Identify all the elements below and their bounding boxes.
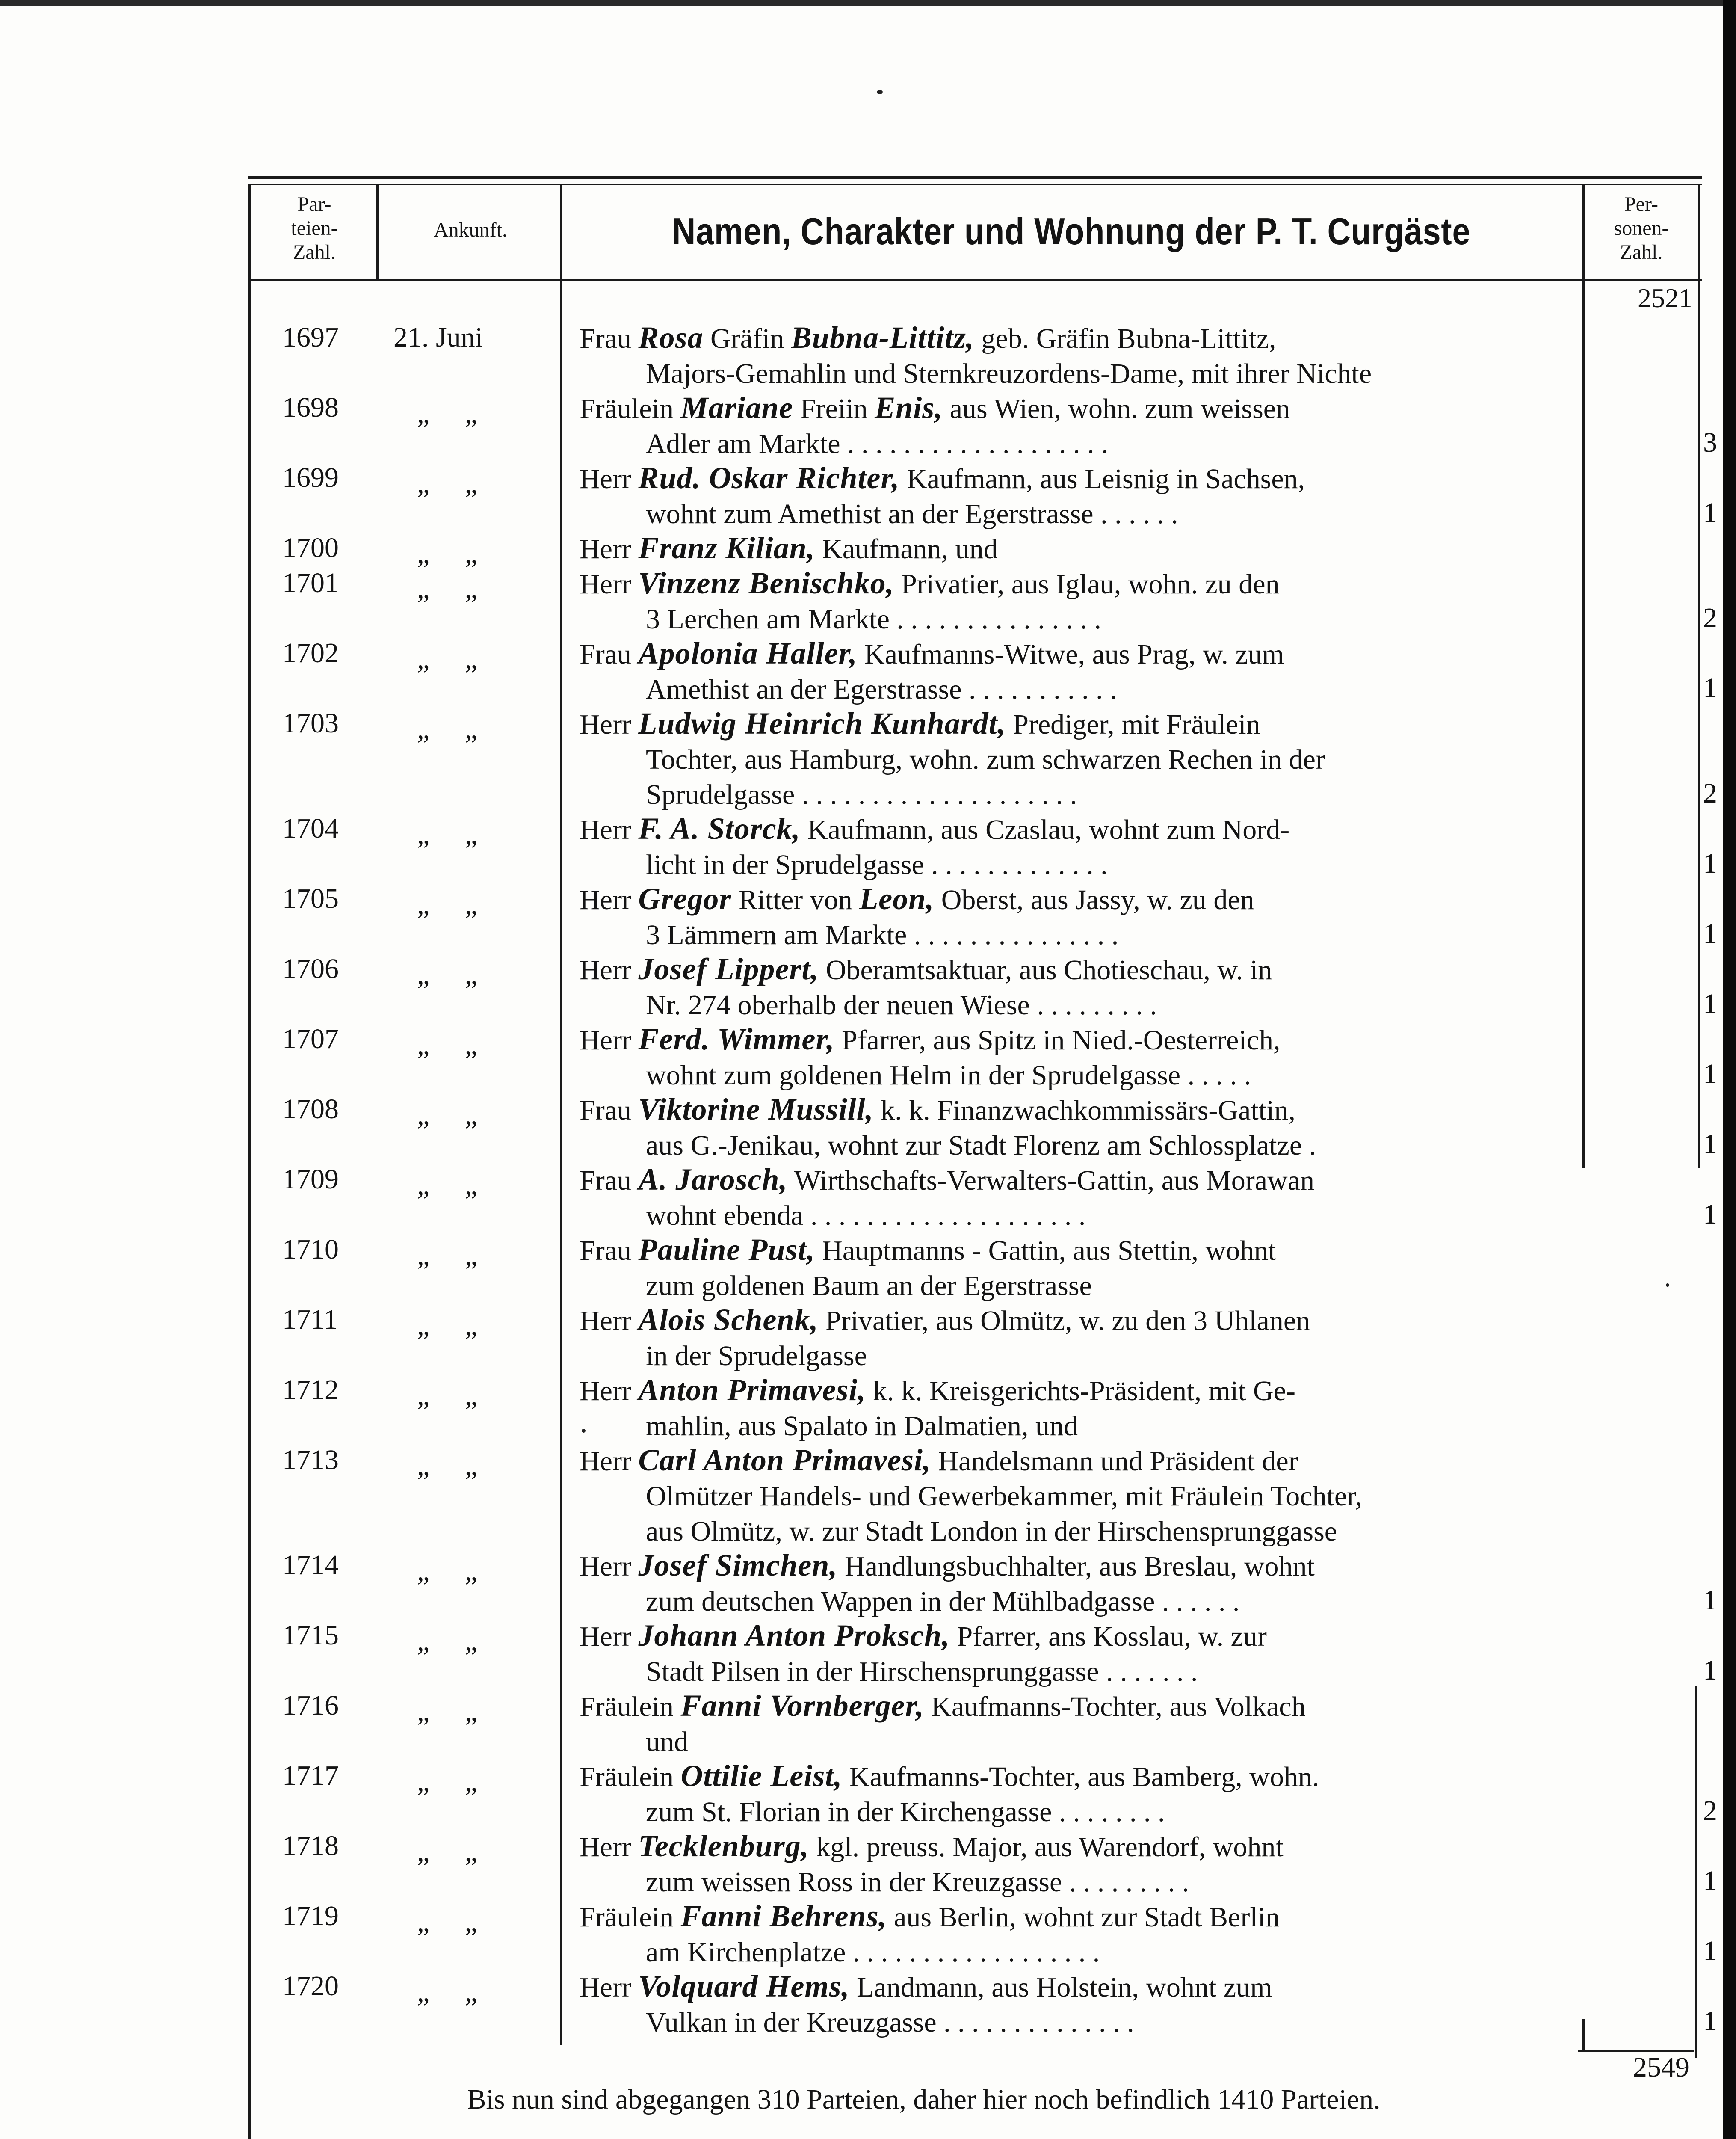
entry-arrival: „ „ (417, 1380, 478, 1411)
entry-line (580, 1409, 1576, 1444)
entry-text: Vulkan in der Kreuzgasse . . . . . . . . . . . . . . (646, 2007, 1134, 2038)
entry-text: Handelsmann und Präsident der (931, 1446, 1298, 1477)
entry-line (580, 636, 1576, 672)
entry-description (580, 1372, 1576, 1444)
entry-person-count: 1 (1703, 1865, 1717, 1896)
entry-arrival: „ „ (417, 1976, 478, 2008)
entry-text: Herr (580, 533, 639, 565)
entry-person-count: 1 (1703, 1585, 1717, 1616)
entry-text: Stadt Pilsen in der Hirschensprunggasse . . . . . . . (646, 1656, 1198, 1687)
entry-line (580, 1935, 1576, 1970)
guest-name: Ottilie Leist, (680, 1759, 843, 1793)
entry-line (580, 1688, 1576, 1724)
entry-text: Herr (580, 1831, 639, 1863)
top-double-rule-a (248, 176, 1702, 179)
guest-name: Franz Kilian, (638, 531, 815, 565)
entry-line (580, 672, 1576, 707)
entry-text: aus Wien, wohn. zum weissen (943, 393, 1290, 424)
personen-divider (1582, 184, 1585, 1168)
entry-number: 1716 (282, 1690, 339, 1721)
entry-number: 1718 (282, 1830, 339, 1861)
guest-name: Rud. Oskar Richter, (638, 461, 900, 495)
entry-arrival: „ „ (417, 714, 478, 745)
header-personen-line3: Zahl. (1620, 241, 1663, 264)
entry-line (580, 1618, 1576, 1654)
guest-name: Pauline Pust, (638, 1232, 815, 1267)
guest-name: Carl Anton Primavesi, (638, 1443, 931, 1477)
entry-description (580, 1022, 1576, 1093)
entry-text: Frau (580, 1165, 639, 1196)
entry-person-count: 2 (1703, 1795, 1717, 1826)
final-total: 2549 (1633, 2052, 1689, 2083)
header-personen-line1: Per- (1624, 193, 1658, 216)
guest-name: Enis, (875, 391, 943, 425)
entry-line (580, 951, 1576, 988)
entry-description (580, 1828, 1576, 1900)
entry-description (580, 390, 1576, 462)
personen-divider-lower (1582, 2019, 1585, 2051)
entry-text: Fräulein (580, 1691, 681, 1722)
entry-text: Frau (580, 1095, 639, 1126)
entry-arrival: „ „ (417, 643, 478, 675)
entry-arrival: „ „ (417, 573, 478, 604)
entry-text: Fräulein (580, 1902, 681, 1933)
entry-arrival: „ „ (417, 1555, 478, 1587)
entry-line (580, 427, 1576, 462)
entry-text: Herr (580, 1375, 639, 1407)
guest-name: Apolonia Haller, (638, 636, 858, 670)
entry-text: Kaufmann, aus Leisnig in Sachsen, (899, 463, 1305, 495)
guest-name: Anton Primavesi, (638, 1373, 866, 1407)
entry-description (580, 811, 1576, 883)
entry-arrival: „ „ (417, 398, 478, 429)
entry-number: 1706 (282, 953, 339, 984)
entry-text: wohnt zum goldenen Helm in der Sprudelgasse . . . . . (646, 1060, 1251, 1091)
entry-person-count: 1 (1703, 673, 1717, 704)
guest-name: F. A. Storck, (638, 812, 801, 846)
entry-number: 1713 (282, 1444, 339, 1475)
guest-name: A. Jarosch, (638, 1162, 788, 1197)
entry-text: Herr (580, 709, 639, 740)
entry-number: 1709 (282, 1164, 339, 1195)
guest-name: Bubna-Littitz, (791, 320, 974, 355)
entry-line (580, 777, 1576, 812)
top-double-rule-b (248, 184, 1702, 185)
entry-text: Oberamtsaktuar, aus Chotieschau, w. in (819, 954, 1272, 986)
entry-arrival: „ „ (417, 1696, 478, 1727)
entry-description (580, 1618, 1576, 1689)
entry-person-count: 1 (1703, 1935, 1717, 1967)
entry-text: Herr (580, 1551, 639, 1582)
entry-line (580, 390, 1576, 427)
entry-number: 1708 (282, 1093, 339, 1125)
entry-text: Herr (580, 1025, 639, 1056)
entry-description (580, 460, 1576, 532)
entry-number: 1699 (282, 462, 339, 493)
footer-summary: Bis nun sind abgegangen 310 Parteien, daher hier noch befindlich 1410 Parteien. (467, 2084, 1381, 2115)
entry-number: 1704 (282, 813, 339, 844)
entry-text: Frau (580, 323, 639, 354)
entry-text: zum weissen Ross in der Kreuzgasse . . . . . . . . . (646, 1866, 1189, 1898)
entry-arrival: 21. Juni (393, 322, 483, 353)
entry-person-count: 1 (1703, 1058, 1717, 1090)
entry-text: Tochter, aus Hamburg, wohn. zum schwarzen Rechen in der (646, 744, 1325, 775)
guest-name: Mariane (680, 391, 793, 425)
left-outer-rule (248, 184, 251, 2139)
entry-person-count: 2 (1703, 778, 1717, 809)
entry-text: Pfarrer, aus Spitz in Nied.-Oesterreich, (834, 1025, 1281, 1056)
entry-number: 1702 (282, 637, 339, 669)
entry-number: 1714 (282, 1549, 339, 1581)
scan-right-edge (1723, 0, 1736, 2139)
entry-text: Privatier, aus Olmütz, w. zu den 3 Uhlanen (818, 1305, 1310, 1336)
entry-text: Hauptmanns - Gattin, aus Stettin, wohnt (815, 1235, 1276, 1266)
entry-line (580, 1339, 1576, 1374)
entry-arrival: „ „ (417, 959, 478, 990)
entry-text: Oberst, aus Jassy, w. zu den (934, 884, 1254, 915)
entry-line (580, 460, 1576, 497)
entry-text: Herr (580, 884, 639, 915)
entry-text: in der Sprudelgasse (646, 1340, 867, 1372)
entry-text: zum St. Florian in der Kirchengasse . . . . . . . . (646, 1796, 1165, 1828)
entry-line (580, 706, 1576, 742)
entry-description (580, 1443, 1576, 1549)
entry-person-count: 1 (1703, 1655, 1717, 1686)
guest-name: Josef Lippert, (638, 952, 819, 986)
entry-description (580, 1302, 1576, 1374)
entry-line (580, 2005, 1576, 2040)
entry-arrival: „ „ (417, 1170, 478, 1201)
header-parteien-line2: teien- (291, 217, 338, 240)
entry-person-count: 1 (1703, 918, 1717, 949)
entry-text: kgl. preuss. Major, aus Warendorf, wohnt (809, 1831, 1284, 1863)
entry-text: Herr (580, 463, 639, 495)
entry-arrival: „ „ (417, 1099, 478, 1131)
entry-text: Ritter von (731, 884, 860, 915)
guest-name: Josef Simchen, (638, 1548, 838, 1582)
entry-text: Frau (580, 1235, 639, 1266)
entry-line (580, 1758, 1576, 1795)
entry-description (580, 1548, 1576, 1619)
entry-text: Handlungsbuchhalter, aus Breslau, wohnt (837, 1551, 1315, 1582)
entry-line (580, 847, 1576, 883)
entry-line (580, 1058, 1576, 1093)
entry-line (580, 1899, 1576, 1935)
header-personen-line2: sonen- (1614, 217, 1669, 240)
entry-number: 1712 (282, 1374, 339, 1405)
entry-text: Adler am Markte . . . . . . . . . . . . . . . . . . . (646, 428, 1109, 459)
entry-arrival: „ „ (417, 538, 478, 569)
guest-name: Johann Anton Proksch, (638, 1618, 950, 1653)
entry-arrival: „ „ (417, 1029, 478, 1061)
guest-name: Gregor (638, 882, 732, 916)
entry-description (580, 706, 1576, 812)
entry-text: wohnt zum Amethist an der Egerstrasse . . . . . . (646, 498, 1178, 530)
entry-arrival: „ „ (417, 1836, 478, 1867)
header-parteien-line1: Par- (297, 193, 331, 216)
entry-text: aus Olmütz, w. zur Stadt London in der Hirschensprunggasse (646, 1516, 1337, 1547)
entry-description (580, 1688, 1576, 1760)
entry-text: Herr (580, 1305, 639, 1336)
entry-line (580, 1548, 1576, 1584)
entry-arrival: „ „ (417, 1240, 478, 1271)
entry-arrival: „ „ (417, 1906, 478, 1938)
entry-line (580, 742, 1576, 777)
entry-person-count: 1 (1703, 497, 1717, 528)
entry-description (580, 881, 1576, 953)
guest-name: Alois Schenk, (638, 1303, 819, 1337)
entry-line (580, 811, 1576, 847)
entry-description (580, 951, 1576, 1023)
entry-text: aus Berlin, wohnt zur Stadt Berlin (887, 1902, 1280, 1933)
entry-line (580, 1514, 1576, 1549)
entry-description (580, 1758, 1576, 1830)
entry-text: zum goldenen Baum an der Egerstrasse (646, 1270, 1092, 1301)
entry-arrival: „ „ (417, 1450, 478, 1481)
entry-number: 1700 (282, 532, 339, 563)
entry-text: am Kirchenplatze . . . . . . . . . . . . . . . . . . (646, 1937, 1100, 1968)
entry-text: Privatier, aus Iglau, wohn. zu den (894, 569, 1280, 600)
scan-top-edge (0, 0, 1736, 6)
entry-text: Herr (580, 1446, 639, 1477)
entry-text: licht in der Sprudelgasse . . . . . . . . . . . . . (646, 849, 1108, 880)
entry-text: Gräfin (703, 323, 791, 354)
entry-description (580, 636, 1576, 707)
header-parteien-line3: Zahl. (293, 241, 336, 264)
entry-number: 1705 (282, 883, 339, 914)
entry-text: und (646, 1726, 688, 1757)
guest-name: Vinzenz Benischko, (638, 566, 894, 600)
entry-line (580, 602, 1576, 637)
entry-number: 1703 (282, 708, 339, 739)
entry-line (580, 1092, 1576, 1128)
entry-line (580, 1584, 1576, 1619)
entry-line (580, 988, 1576, 1023)
entry-text: Herr (580, 814, 639, 845)
entry-line (580, 1128, 1576, 1163)
entry-description (580, 530, 1576, 567)
entry-text: Amethist an der Egerstrasse . . . . . . . . . . . (646, 674, 1117, 705)
entry-line (580, 1479, 1576, 1514)
entry-line (580, 1022, 1576, 1058)
entry-person-count: 3 (1703, 427, 1717, 458)
header-personen-zahl (1585, 193, 1698, 264)
scan-speck (582, 1429, 586, 1433)
header-title: Namen, Charakter und Wohnung der P. T. Curgäste (672, 210, 1471, 252)
entry-person-count: 2 (1703, 602, 1717, 634)
entry-description (580, 320, 1576, 391)
entry-line (580, 881, 1576, 918)
entry-arrival: „ „ (417, 819, 478, 850)
entry-number: 1719 (282, 1900, 339, 1932)
entry-line (580, 356, 1576, 391)
entry-description (580, 1969, 1576, 2040)
entry-line (580, 1724, 1576, 1760)
guest-name: Tecklenburg, (638, 1829, 809, 1863)
entry-text: k. k. Kreisgerichts-Präsident, mit Ge- (866, 1375, 1295, 1407)
entry-text: Herr (580, 1972, 639, 2003)
entry-line (580, 1443, 1576, 1479)
entry-number: 1717 (282, 1760, 339, 1791)
guest-name: Ferd. Wimmer, (638, 1022, 835, 1056)
entry-person-count: 1 (1703, 1129, 1717, 1160)
entry-text: geb. Gräfin Bubna-Littitz, (974, 323, 1276, 354)
entry-text: 3 Lämmern am Markte . . . . . . . . . . . . . . . (646, 919, 1119, 951)
guest-name: Viktorine Mussill, (638, 1092, 874, 1126)
entry-line (580, 1198, 1576, 1233)
header-parteien-zahl (252, 193, 376, 264)
guest-name: Ludwig Heinrich Kunhardt, (638, 706, 1006, 741)
entry-number: 1698 (282, 392, 339, 423)
entry-arrival: „ „ (417, 468, 478, 499)
header-bottom-rule (248, 279, 1702, 281)
entry-arrival: „ „ (417, 1626, 478, 1657)
entry-text: Wirthschafts-Verwalters-Gattin, aus Morawan (787, 1165, 1314, 1196)
entry-text: wohnt ebenda . . . . . . . . . . . . . . . . . . . . (646, 1200, 1086, 1231)
entry-text: Freiin (793, 393, 875, 424)
entry-line (580, 1302, 1576, 1339)
entry-text: Landmann, aus Holstein, wohnt zum (849, 1972, 1272, 2003)
header-ankunft: Ankunft. (434, 219, 507, 241)
entry-arrival: „ „ (417, 1766, 478, 1797)
entry-number: 1701 (282, 567, 339, 598)
entry-text: Olmützer Handels- und Gewerbekammer, mit Fräulein Tochter, (646, 1481, 1363, 1512)
entry-text: Fräulein (580, 393, 681, 424)
entry-text: Herr (580, 569, 639, 600)
carry-over-total: 2521 (1638, 283, 1692, 313)
guest-name: Volquard Hems, (638, 1969, 850, 2003)
entry-person-count: 1 (1703, 988, 1717, 1019)
entry-line (580, 320, 1576, 356)
entry-text: Nr. 274 oberhalb der neuen Wiese . . . . . . . . . (646, 990, 1157, 1021)
entry-line (580, 1232, 1576, 1268)
entry-arrival: „ „ (417, 889, 478, 920)
entry-text: Herr (580, 954, 639, 986)
entry-line (580, 566, 1576, 602)
entry-text: Sprudelgasse . . . . . . . . . . . . . . . . . . . . (646, 779, 1077, 810)
entry-line (580, 1969, 1576, 2005)
entry-person-count: 1 (1703, 2006, 1717, 2037)
entry-text: Kaufmanns-Tochter, aus Volkach (924, 1691, 1306, 1722)
guest-name: Fanni Behrens, (680, 1899, 887, 1933)
entry-text: Pfarrer, ans Kosslau, w. zur (950, 1621, 1267, 1652)
entry-description (580, 1232, 1576, 1304)
entry-line (580, 1828, 1576, 1865)
entry-line (580, 1795, 1576, 1830)
entry-text: Kaufmann, aus Czaslau, wohnt zum Nord- (800, 814, 1290, 845)
entry-number: 1707 (282, 1023, 339, 1055)
entry-text: Majors-Gemahlin und Sternkreuzordens-Dame, mit ihrer Nichte (646, 358, 1372, 389)
entry-line (580, 1162, 1576, 1198)
entry-text: Fräulein (580, 1761, 681, 1792)
entry-number: 1697 (282, 322, 339, 353)
entry-text: k. k. Finanzwachkommissärs-Gattin, (873, 1095, 1295, 1126)
entry-description (580, 1162, 1576, 1233)
parteien-divider (376, 184, 379, 279)
entry-line (580, 918, 1576, 953)
entry-number: 1710 (282, 1234, 339, 1265)
entry-text: aus G.-Jenikau, wohnt zur Stadt Florenz am Schlossplatze . (646, 1130, 1316, 1161)
entry-text: Herr (580, 1621, 639, 1652)
entry-text: zum deutschen Wappen in der Mühlbadgasse . . . . . . (646, 1586, 1240, 1617)
entry-line (580, 497, 1576, 532)
entry-text: Kaufmanns-Witwe, aus Prag, w. zum (857, 639, 1284, 670)
entry-arrival: „ „ (417, 1310, 478, 1341)
entry-line (580, 1372, 1576, 1409)
scan-speck (877, 90, 883, 94)
entry-text: Kaufmanns-Tochter, aus Bamberg, wohn. (842, 1761, 1319, 1792)
entry-text: mahlin, aus Spalato in Dalmatien, und (646, 1410, 1078, 1442)
entry-line (580, 1268, 1576, 1304)
entry-text: Prediger, mit Fräulein (1006, 709, 1260, 740)
scan-speck (1666, 1283, 1669, 1287)
entry-description (580, 566, 1576, 637)
entry-text: Frau (580, 639, 639, 670)
entry-line (580, 530, 1576, 567)
entry-line (580, 1865, 1576, 1900)
entry-text: 3 Lerchen am Markte . . . . . . . . . . . . . . . (646, 604, 1101, 635)
guest-name: Fanni Vornberger, (680, 1689, 924, 1723)
entry-description (580, 1899, 1576, 1970)
entry-number: 1715 (282, 1620, 339, 1651)
entry-line (580, 1654, 1576, 1689)
entry-person-count: 1 (1703, 848, 1717, 879)
entry-description (580, 1092, 1576, 1163)
guest-name: Rosa (638, 320, 704, 355)
guest-name: Leon, (859, 882, 935, 916)
entry-number: 1711 (282, 1304, 338, 1335)
entry-number: 1720 (282, 1970, 339, 2002)
entry-text: Kaufmann, und (815, 533, 998, 565)
entry-person-count: 1 (1703, 1199, 1717, 1230)
